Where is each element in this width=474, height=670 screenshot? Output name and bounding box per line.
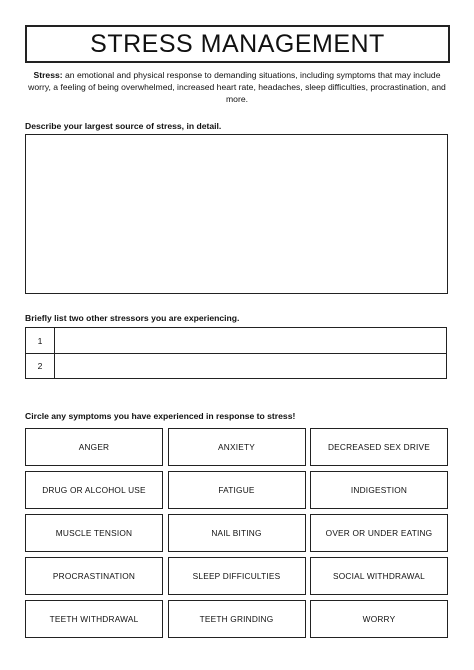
- stressor-row: [26, 353, 446, 378]
- stressor-answer-field[interactable]: [55, 354, 446, 378]
- symptoms-grid: [25, 428, 448, 638]
- definition-text: an emotional and physical response to demanding situations, including symptoms that may include worry, a feeling of being overwhelmed, increased heart rate, headaches, sleep difficulties, procrastination, and more.: [28, 70, 446, 104]
- stress-definition: [26, 69, 448, 105]
- symptom-fatigue[interactable]: FATIGUE: [168, 471, 306, 509]
- symptom-sleep-difficulties[interactable]: SLEEP DIFFICULTIES: [168, 557, 306, 595]
- stressor-number: 1: [26, 328, 55, 353]
- symptom-muscle-tension[interactable]: MUSCLE TENSION: [25, 514, 163, 552]
- symptom-worry[interactable]: WORRY: [310, 600, 448, 638]
- question-other-stressors: Briefly list two other stressors you are experiencing.: [25, 313, 240, 323]
- symptom-drug-or-alcohol-use[interactable]: DRUG OR ALCOHOL USE: [25, 471, 163, 509]
- title-box: [25, 25, 450, 63]
- symptom-anger[interactable]: ANGER: [25, 428, 163, 466]
- symptom-decreased-sex-drive[interactable]: DECREASED SEX DRIVE: [310, 428, 448, 466]
- page-title: STRESS MANAGEMENT: [90, 29, 385, 58]
- symptom-teeth-grinding[interactable]: TEETH GRINDING: [168, 600, 306, 638]
- largest-stress-answer-box[interactable]: [25, 134, 448, 294]
- question-largest-stress: Describe your largest source of stress, in detail.: [25, 121, 222, 131]
- stressors-list: [25, 327, 447, 379]
- definition-term: Stress:: [33, 70, 63, 80]
- stressor-number: 2: [26, 354, 55, 378]
- stressor-answer-field[interactable]: [55, 328, 446, 353]
- symptom-social-withdrawal[interactable]: SOCIAL WITHDRAWAL: [310, 557, 448, 595]
- question-symptoms: Circle any symptoms you have experienced in response to stress!: [25, 411, 296, 421]
- symptom-indigestion[interactable]: INDIGESTION: [310, 471, 448, 509]
- symptom-teeth-withdrawal[interactable]: TEETH WITHDRAWAL: [25, 600, 163, 638]
- stressor-row: [26, 328, 446, 353]
- symptom-nail-biting[interactable]: NAIL BITING: [168, 514, 306, 552]
- symptom-over-or-under-eating[interactable]: OVER OR UNDER EATING: [310, 514, 448, 552]
- symptom-procrastination[interactable]: PROCRASTINATION: [25, 557, 163, 595]
- symptom-anxiety[interactable]: ANXIETY: [168, 428, 306, 466]
